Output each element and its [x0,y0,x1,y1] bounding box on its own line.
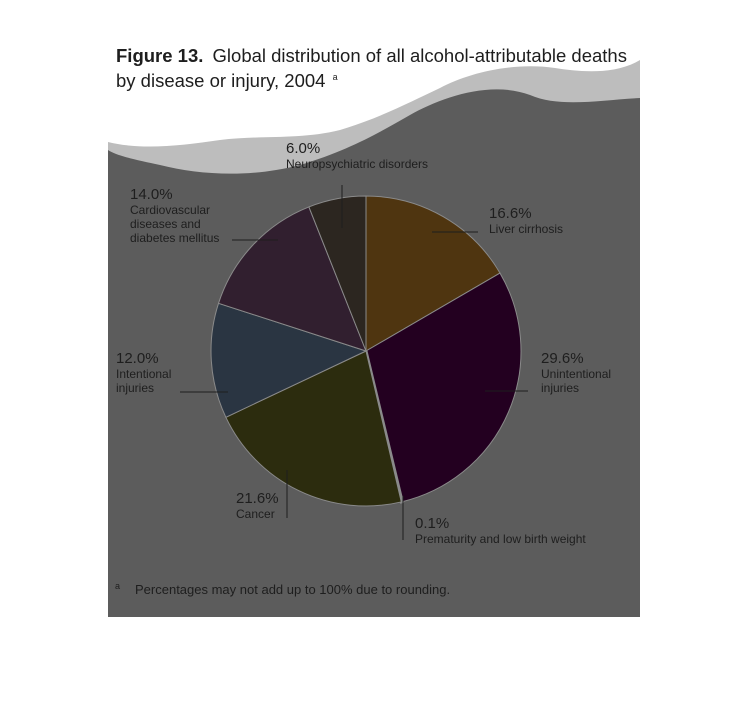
slice-category-label-5-2: diabetes mellitus [130,231,220,245]
title-superscript: a [332,72,338,82]
slice-category-label-0-0: Liver cirrhosis [489,222,564,236]
slice-category-label-5-0: Cardiovascular [130,203,211,217]
slice-pct-label-6: 6.0% [286,140,321,157]
slice-pct-label-4: 12.0% [116,350,159,367]
slice-pct-label-5: 14.0% [130,186,173,203]
slice-category-label-3-0: Cancer [236,507,275,521]
footnote-marker: a [115,581,121,591]
footnote: Percentages may not add up to 100% due to rounding. [135,582,451,597]
slice-category-label-6-0: Neuropsychiatric disorders [286,157,429,171]
slice-category-label-4-1: injuries [116,381,155,395]
slice-category-label-1-1: injuries [541,381,580,395]
chart-title [116,45,627,66]
slice-pct-label-1: 29.6% [541,350,584,367]
slice-pct-label-0: 16.6% [489,205,532,222]
slice-category-label-5-1: diseases and [130,217,201,231]
slice-category-label-2-0: Prematurity and low birth weight [415,532,586,546]
slice-category-label-4-0: Intentional [116,367,172,381]
slice-category-label-1-0: Unintentional [541,367,612,381]
title-line-1: Global distribution of all alcohol-attributable deaths [212,45,627,66]
pie-slices [211,196,521,506]
title-line-2: by disease or injury, 2004 [116,70,326,91]
slice-pct-label-3: 21.6% [236,490,279,507]
title-figure-label: Figure 13. [116,45,204,66]
slice-pct-label-2: 0.1% [415,515,450,532]
chart-subtitle [116,70,338,91]
